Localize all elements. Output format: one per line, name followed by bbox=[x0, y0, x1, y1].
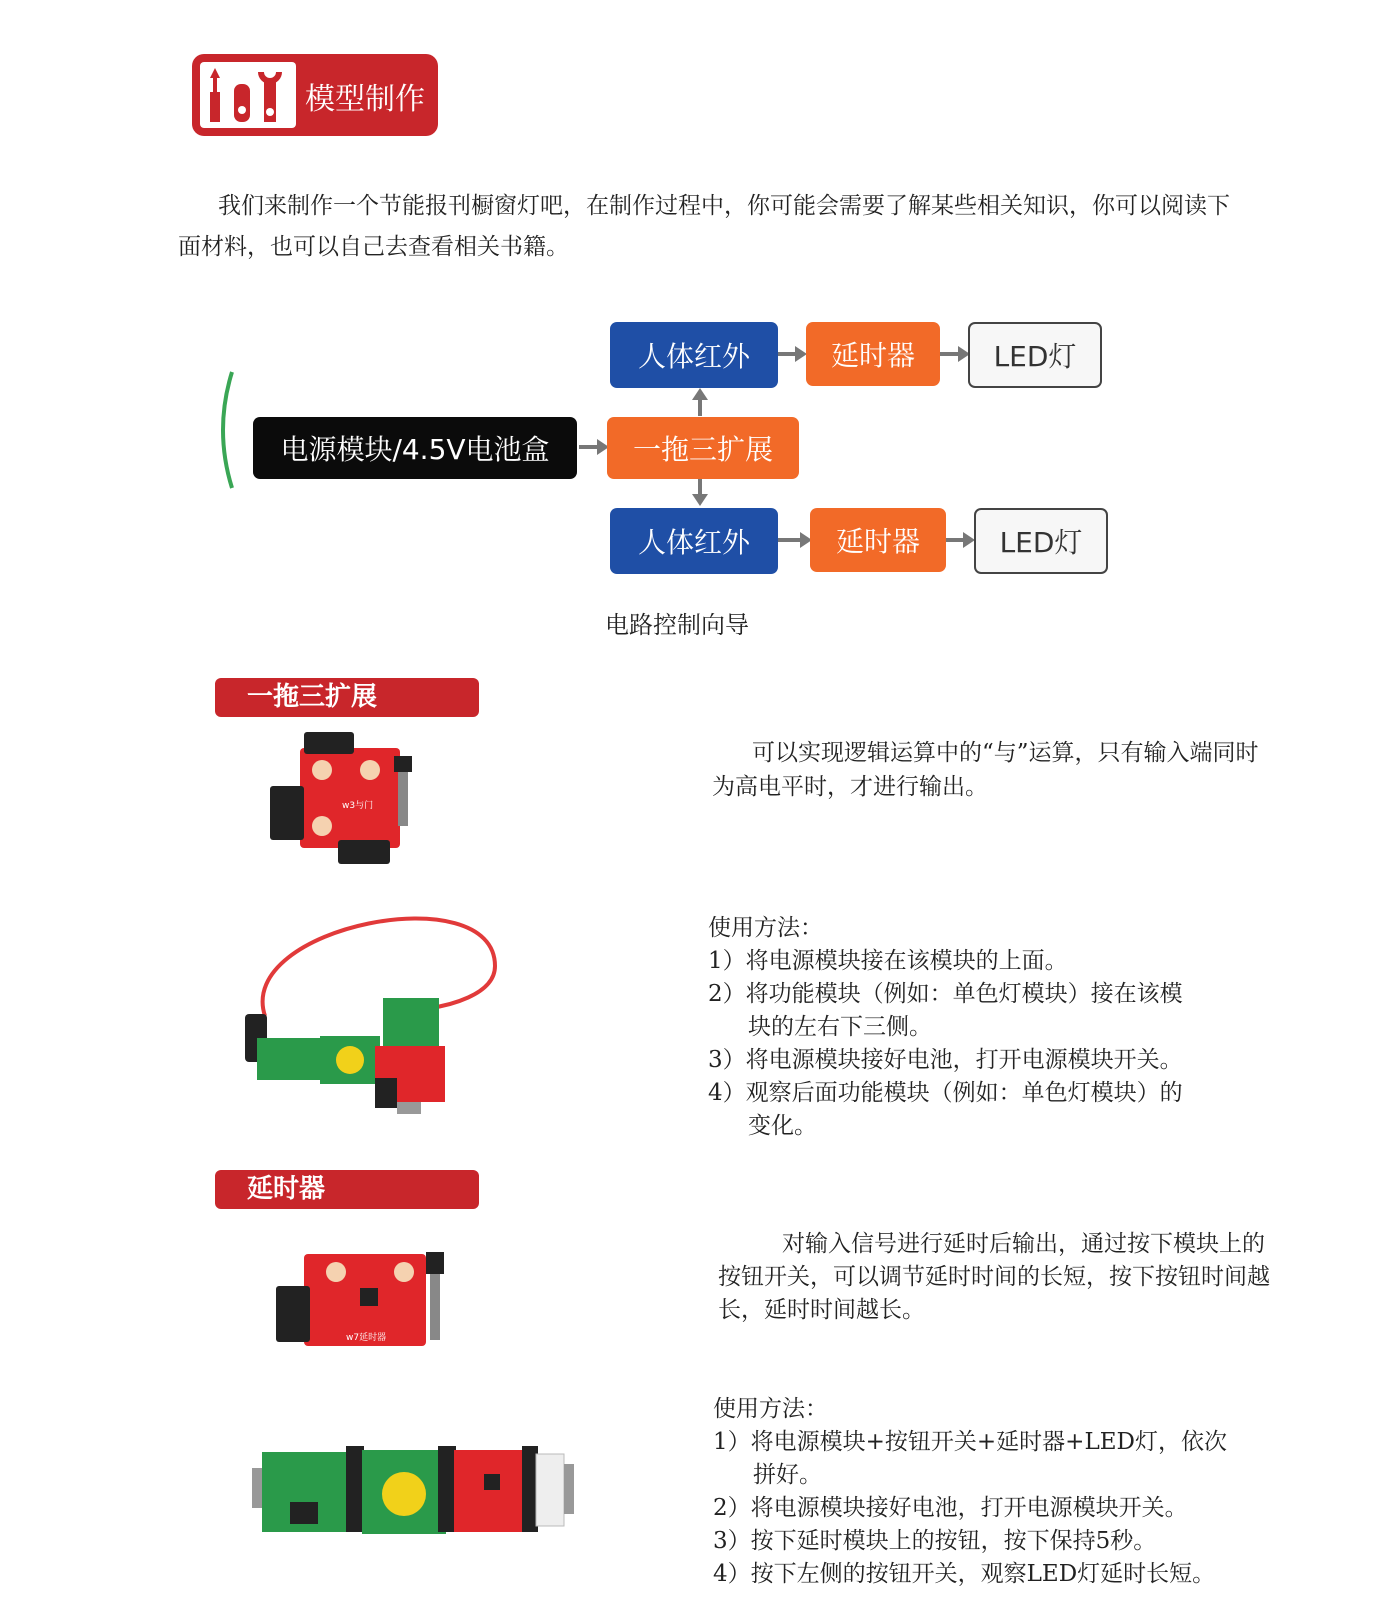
usage-step: 1）将电源模块+按钮开关+延时器+LED灯，依次 bbox=[713, 1429, 1227, 1455]
intro-paragraph: 我们来制作一个节能报刊橱窗灯吧，在制作过程中，你可能会需要了解某些相关知识，你可以阅读下面材料，也可以自己去查看相关书籍。 bbox=[178, 193, 1230, 260]
splitter-usage bbox=[708, 912, 1268, 1143]
board-label: w3与门 bbox=[342, 801, 374, 811]
node-top-delay: 延时器 bbox=[806, 322, 940, 386]
delay-usage bbox=[713, 1393, 1283, 1591]
splitter-description: 可以实现逻辑运算中的“与”运算，只有输入端同时为高电平时，才进行输出。 bbox=[712, 740, 1259, 800]
usage-step: 4）观察后面功能模块（例如：单色灯模块）的 bbox=[708, 1080, 1183, 1106]
usage-step: 2）将功能模块（例如：单色灯模块）接在该模 bbox=[708, 981, 1183, 1007]
diagram-caption: 电路控制向导 bbox=[605, 611, 749, 639]
section-title: 模型制作 bbox=[305, 82, 425, 117]
usage-step: 4）按下左侧的按钮开关，观察LED灯延时长短。 bbox=[713, 1561, 1216, 1587]
usage-title: 使用方法： bbox=[708, 915, 823, 941]
delay-assembly-photo bbox=[252, 1434, 587, 1554]
node-bottom-sensor: 人体红外 bbox=[610, 508, 778, 574]
usage-step-continued: 块的左右下三侧。 bbox=[748, 1014, 932, 1040]
board-label: w7延时器 bbox=[346, 1333, 387, 1343]
node-top-sensor: 人体红外 bbox=[610, 322, 778, 388]
usage-step: 3）将电源模块接好电池，打开电源模块开关。 bbox=[708, 1047, 1183, 1073]
usage-step-continued: 拼好。 bbox=[753, 1462, 822, 1488]
delay-description: 对输入信号进行延时后输出，通过按下模块上的按钮开关，可以调节延时时间的长短，按下按钮时间越长，延时时间越长。 bbox=[718, 1231, 1270, 1323]
usage-step-continued: 变化。 bbox=[748, 1113, 817, 1139]
usage-step: 2）将电源模块接好电池，打开电源模块开关。 bbox=[713, 1495, 1188, 1521]
node-power: 电源模块/4.5V电池盒 bbox=[253, 417, 577, 479]
usage-title: 使用方法： bbox=[713, 1396, 828, 1422]
usage-step: 3）按下延时模块上的按钮，按下保持5秒。 bbox=[713, 1528, 1157, 1554]
node-bottom-delay: 延时器 bbox=[810, 508, 946, 572]
usage-step: 1）将电源模块接在该模块的上面。 bbox=[708, 948, 1068, 974]
node-splitter: 一拖三扩展 bbox=[607, 417, 799, 479]
splitter-assembly-photo bbox=[245, 906, 505, 1136]
node-bottom-led: LED灯 bbox=[974, 508, 1108, 574]
delay-board-photo bbox=[276, 1248, 456, 1358]
splitter-board-photo bbox=[270, 728, 430, 868]
section-banner-delay: 延时器 bbox=[215, 1170, 479, 1209]
section-banner-splitter: 一拖三扩展 bbox=[215, 678, 479, 717]
node-top-led: LED灯 bbox=[968, 322, 1102, 388]
